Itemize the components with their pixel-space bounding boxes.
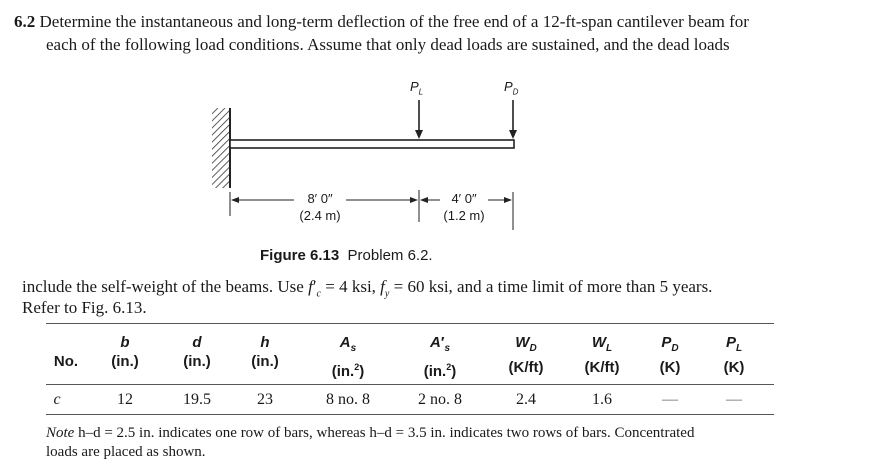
figure-caption-number: Figure 6.13 xyxy=(260,247,340,264)
problem-paragraph-2: Refer to Fig. 6.13. xyxy=(22,298,147,317)
header-no: No. xyxy=(53,353,79,370)
cell-b: 12 xyxy=(117,391,133,408)
live-load-arrow xyxy=(415,100,423,139)
header-h: h (in.) xyxy=(251,334,279,370)
header-as-prime: $A'_s$ (in.$^2$) xyxy=(423,334,457,380)
dimension-8ft-value: 8′ 0″ xyxy=(307,191,333,206)
header-d: d (in.) xyxy=(183,334,211,370)
cell-h: 23 xyxy=(257,391,273,408)
problem-paragraph-1: include the self-weight of the beams. Use $f'_c = 4$ ksi, $f_y = 60$ ksi, and a time limit of more than 5 years. xyxy=(22,277,713,300)
dimension-label-4ft xyxy=(430,190,498,224)
header-as: $A_s$ (in.$^2$) xyxy=(331,334,365,380)
cell-as: 8 no. 8 xyxy=(326,391,370,408)
cell-pd: — xyxy=(662,391,678,408)
problem-text-1: Determine the instantaneous and long-term deflection of the free end of a 12-ft-span cantilever beam for xyxy=(39,12,749,31)
table-bottom-rule xyxy=(46,414,774,415)
problem-number: 6.2 xyxy=(14,12,36,31)
table-header-rule xyxy=(46,384,774,385)
cell-wd: 2.4 xyxy=(516,391,536,408)
dead-load-label: $P_D$ xyxy=(504,79,519,97)
dimension-4ft-value: 4′ 0″ xyxy=(451,191,477,206)
cell-pl: — xyxy=(726,391,742,408)
table-top-rule xyxy=(46,323,774,324)
figure-caption xyxy=(260,247,433,264)
cell-wl: 1.6 xyxy=(592,391,612,408)
dimension-label-8ft xyxy=(284,190,356,224)
problem-line-2: each of the following load conditions. Assume that only dead loads are sustained, and the dead loads xyxy=(46,35,730,54)
dimension-8ft-metric: (2.4 m) xyxy=(299,208,341,223)
dead-load-arrow xyxy=(509,100,517,139)
table-note-2-text: loads are placed as shown. xyxy=(46,444,206,460)
header-pd: $P_D$ (K) xyxy=(659,334,681,376)
header-wl: $W_L$ (K/ft) xyxy=(584,334,620,376)
table-note-2 xyxy=(46,444,206,461)
fixed-wall-support xyxy=(212,108,230,188)
header-wd: $W_D$ (K/ft) xyxy=(508,334,544,376)
cantilever-beam xyxy=(230,140,514,148)
cell-as-prime: 2 no. 8 xyxy=(418,391,462,408)
table-note-1: Note h–d = 2.5 in. indicates one row of bars, whereas h–d = 3.5 in. indicates two rows of bars. Concentrated xyxy=(46,425,695,441)
cell-d: 19.5 xyxy=(183,391,211,408)
cell-no: c xyxy=(53,391,61,408)
header-pl: $P_L$ (K) xyxy=(723,334,745,376)
header-b: b (in.) xyxy=(111,334,139,370)
dimension-4ft-metric: (1.2 m) xyxy=(443,208,485,223)
live-load-label: $P_L$ xyxy=(410,79,424,97)
figure-caption-text: Problem 6.2. xyxy=(347,247,433,264)
